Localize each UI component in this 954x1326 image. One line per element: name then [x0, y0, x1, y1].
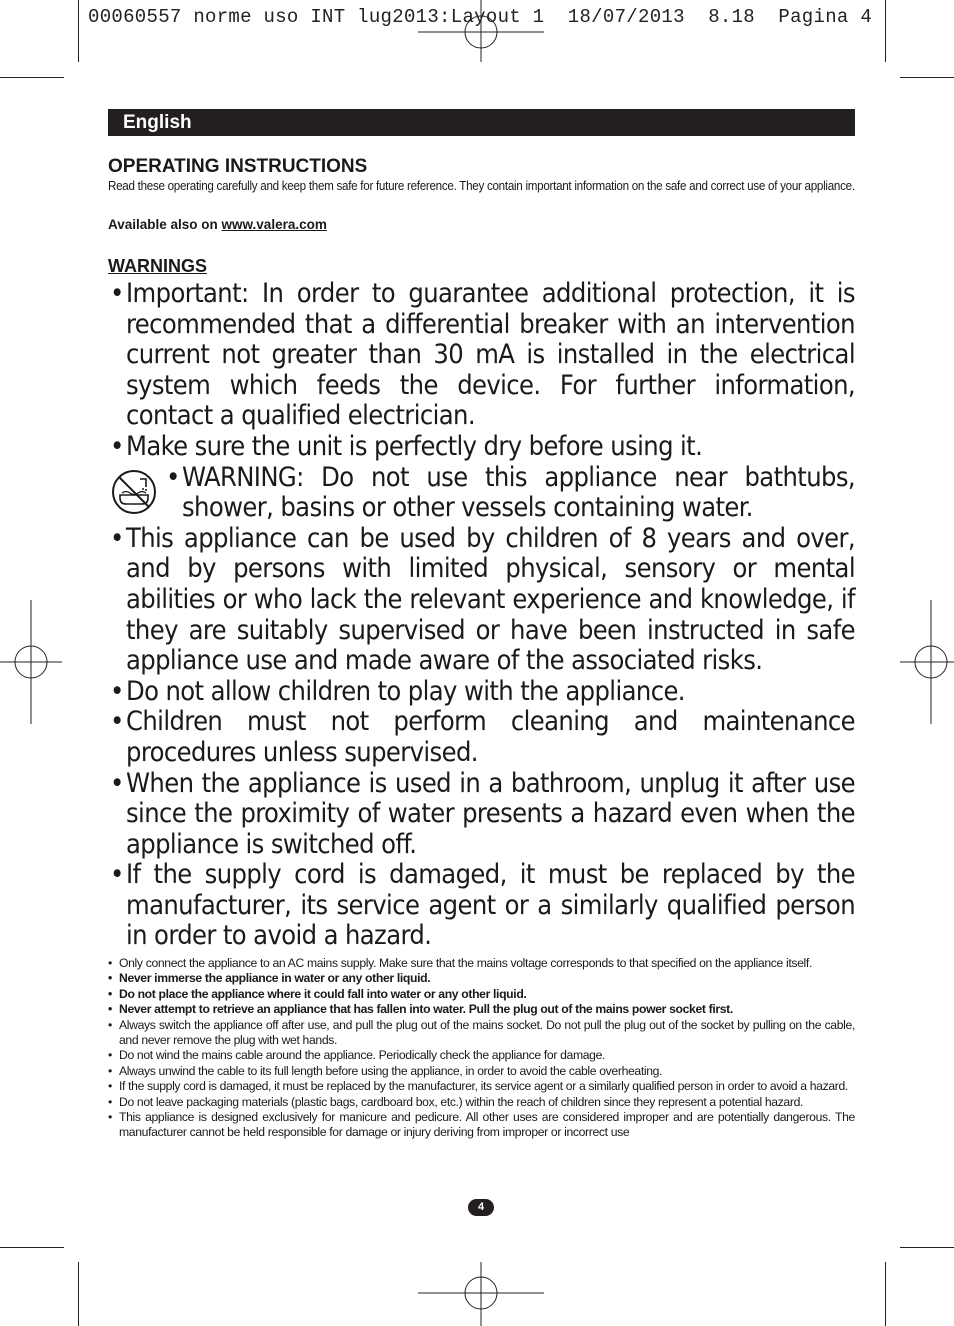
registration-mark-icon — [418, 1262, 546, 1326]
page-number-badge: 4 — [468, 1199, 494, 1216]
small-warning-item: • Do not wind the mains cable around the appliance. Periodically check the appliance for damage. — [108, 1048, 606, 1063]
crop-mark — [78, 1262, 79, 1326]
small-warning-item: • This appliance is designed exclusively for manicure and pedicure. All other uses are considered improper and are potentially dangerous. The manufacturer cannot be held responsible for damage or injury deriving from improper or incorrect use — [108, 1110, 855, 1140]
registration-mark-icon — [418, 0, 546, 64]
small-warning-item: • Never attempt to retrieve an appliance that has fallen into water. Pull the plug out of the mains power socket first. — [108, 1002, 733, 1017]
print-slug: 00060557 norme uso INT lug2013:Layout 1 18/07/2013 8.18 Pagina 4 — [88, 6, 873, 28]
large-warning-item: • WARNING: Do not use this appliance near bathtubs, shower, basins or other vessels containing water. — [108, 463, 855, 524]
registration-mark-icon — [900, 600, 954, 726]
warnings-title: WARNINGS — [108, 256, 207, 276]
large-warning-item: • Make sure the unit is perfectly dry before using it. — [110, 430, 703, 462]
bullet: • — [110, 522, 124, 554]
large-warning-item: • This appliance can be used by children of 8 years and over, and by persons with limited physical, sensory or mental abilities or who lack the relevant experience and knowledge, if they are suitably supervised or have been instructed in safe appliance use and made aware of the associated risks. — [110, 522, 855, 677]
large-warning-item: • When the appliance is used in a bathroom, unplug it after use since the proximity of water presents a hazard even when the appliance is switched off. — [110, 767, 855, 860]
available-prefix: Available also on — [108, 217, 222, 232]
crop-mark — [900, 77, 954, 78]
crop-mark — [0, 1247, 64, 1248]
bullet: • — [110, 675, 124, 707]
language-header-bar — [108, 109, 855, 136]
small-warning-item: • Always switch the appliance off after use, and pull the plug out of the mains socket. Do not pull the plug out of the socket by pulling on the cable, and never remove the plug with wet hands. — [108, 1017, 855, 1048]
intro-paragraph: Read these operating carefully and keep them safe for future reference. They contain important information on the safe and correct use of your appliance. — [108, 179, 855, 193]
registration-mark-icon — [0, 600, 64, 726]
bullet: • — [166, 461, 180, 493]
small-warning-item: • Never immerse the appliance in water or any other liquid. — [108, 971, 431, 986]
available-also-line — [108, 217, 327, 232]
bullet: • — [110, 859, 124, 891]
language-label: English — [123, 112, 192, 133]
large-warnings-list — [108, 279, 855, 952]
crop-mark — [885, 1262, 886, 1326]
crop-mark — [0, 77, 64, 78]
no-water-bathtub-icon — [108, 469, 160, 515]
crop-mark — [885, 0, 886, 62]
bullet: • — [110, 430, 124, 462]
small-warning-item: • Do not place the appliance where it could fall into water or any other liquid. — [108, 986, 527, 1001]
large-warning-item: • Important: In order to guarantee additional protection, it is recommended that a differential breaker with an intervention current not greater than 30 mA is installed in the electrical system which feeds the device. For further information, contact a qualified electrician. — [110, 278, 855, 432]
small-warning-item: • Only connect the appliance to an AC mains supply. Make sure that the mains voltage corresponds to that specified on the appliance itself. — [108, 956, 812, 970]
bullet: • — [110, 706, 124, 738]
crop-mark — [900, 1247, 954, 1248]
small-warnings-list — [108, 956, 855, 1141]
small-warning-item: • Do not leave packaging materials (plastic bags, cardboard box, etc.) within the reach of children since they represent a potential hazard. — [108, 1094, 804, 1109]
bullet: • — [110, 767, 124, 799]
website-link[interactable]: www.valera.com — [221, 217, 327, 232]
large-warning-item: • If the supply cord is damaged, it must be replaced by the manufacturer, its service agent or a similarly qualified person in order to avoid a hazard. — [110, 859, 855, 952]
large-warning-item: • Children must not perform cleaning and maintenance procedures unless supervised. — [110, 706, 855, 768]
small-warning-item: • Always unwind the cable to its full length before using the appliance, in order to avoid the cable overheating. — [108, 1063, 663, 1078]
crop-mark — [78, 0, 79, 62]
large-warning-item: • Do not allow children to play with the appliance. — [110, 675, 685, 707]
operating-instructions-title: OPERATING INSTRUCTIONS — [108, 156, 368, 177]
bullet: • — [110, 278, 124, 309]
small-warning-item: • If the supply cord is damaged, it must be replaced by the manufacturer, its service agent or a similarly qualified person in order to avoid a hazard. — [108, 1079, 848, 1094]
